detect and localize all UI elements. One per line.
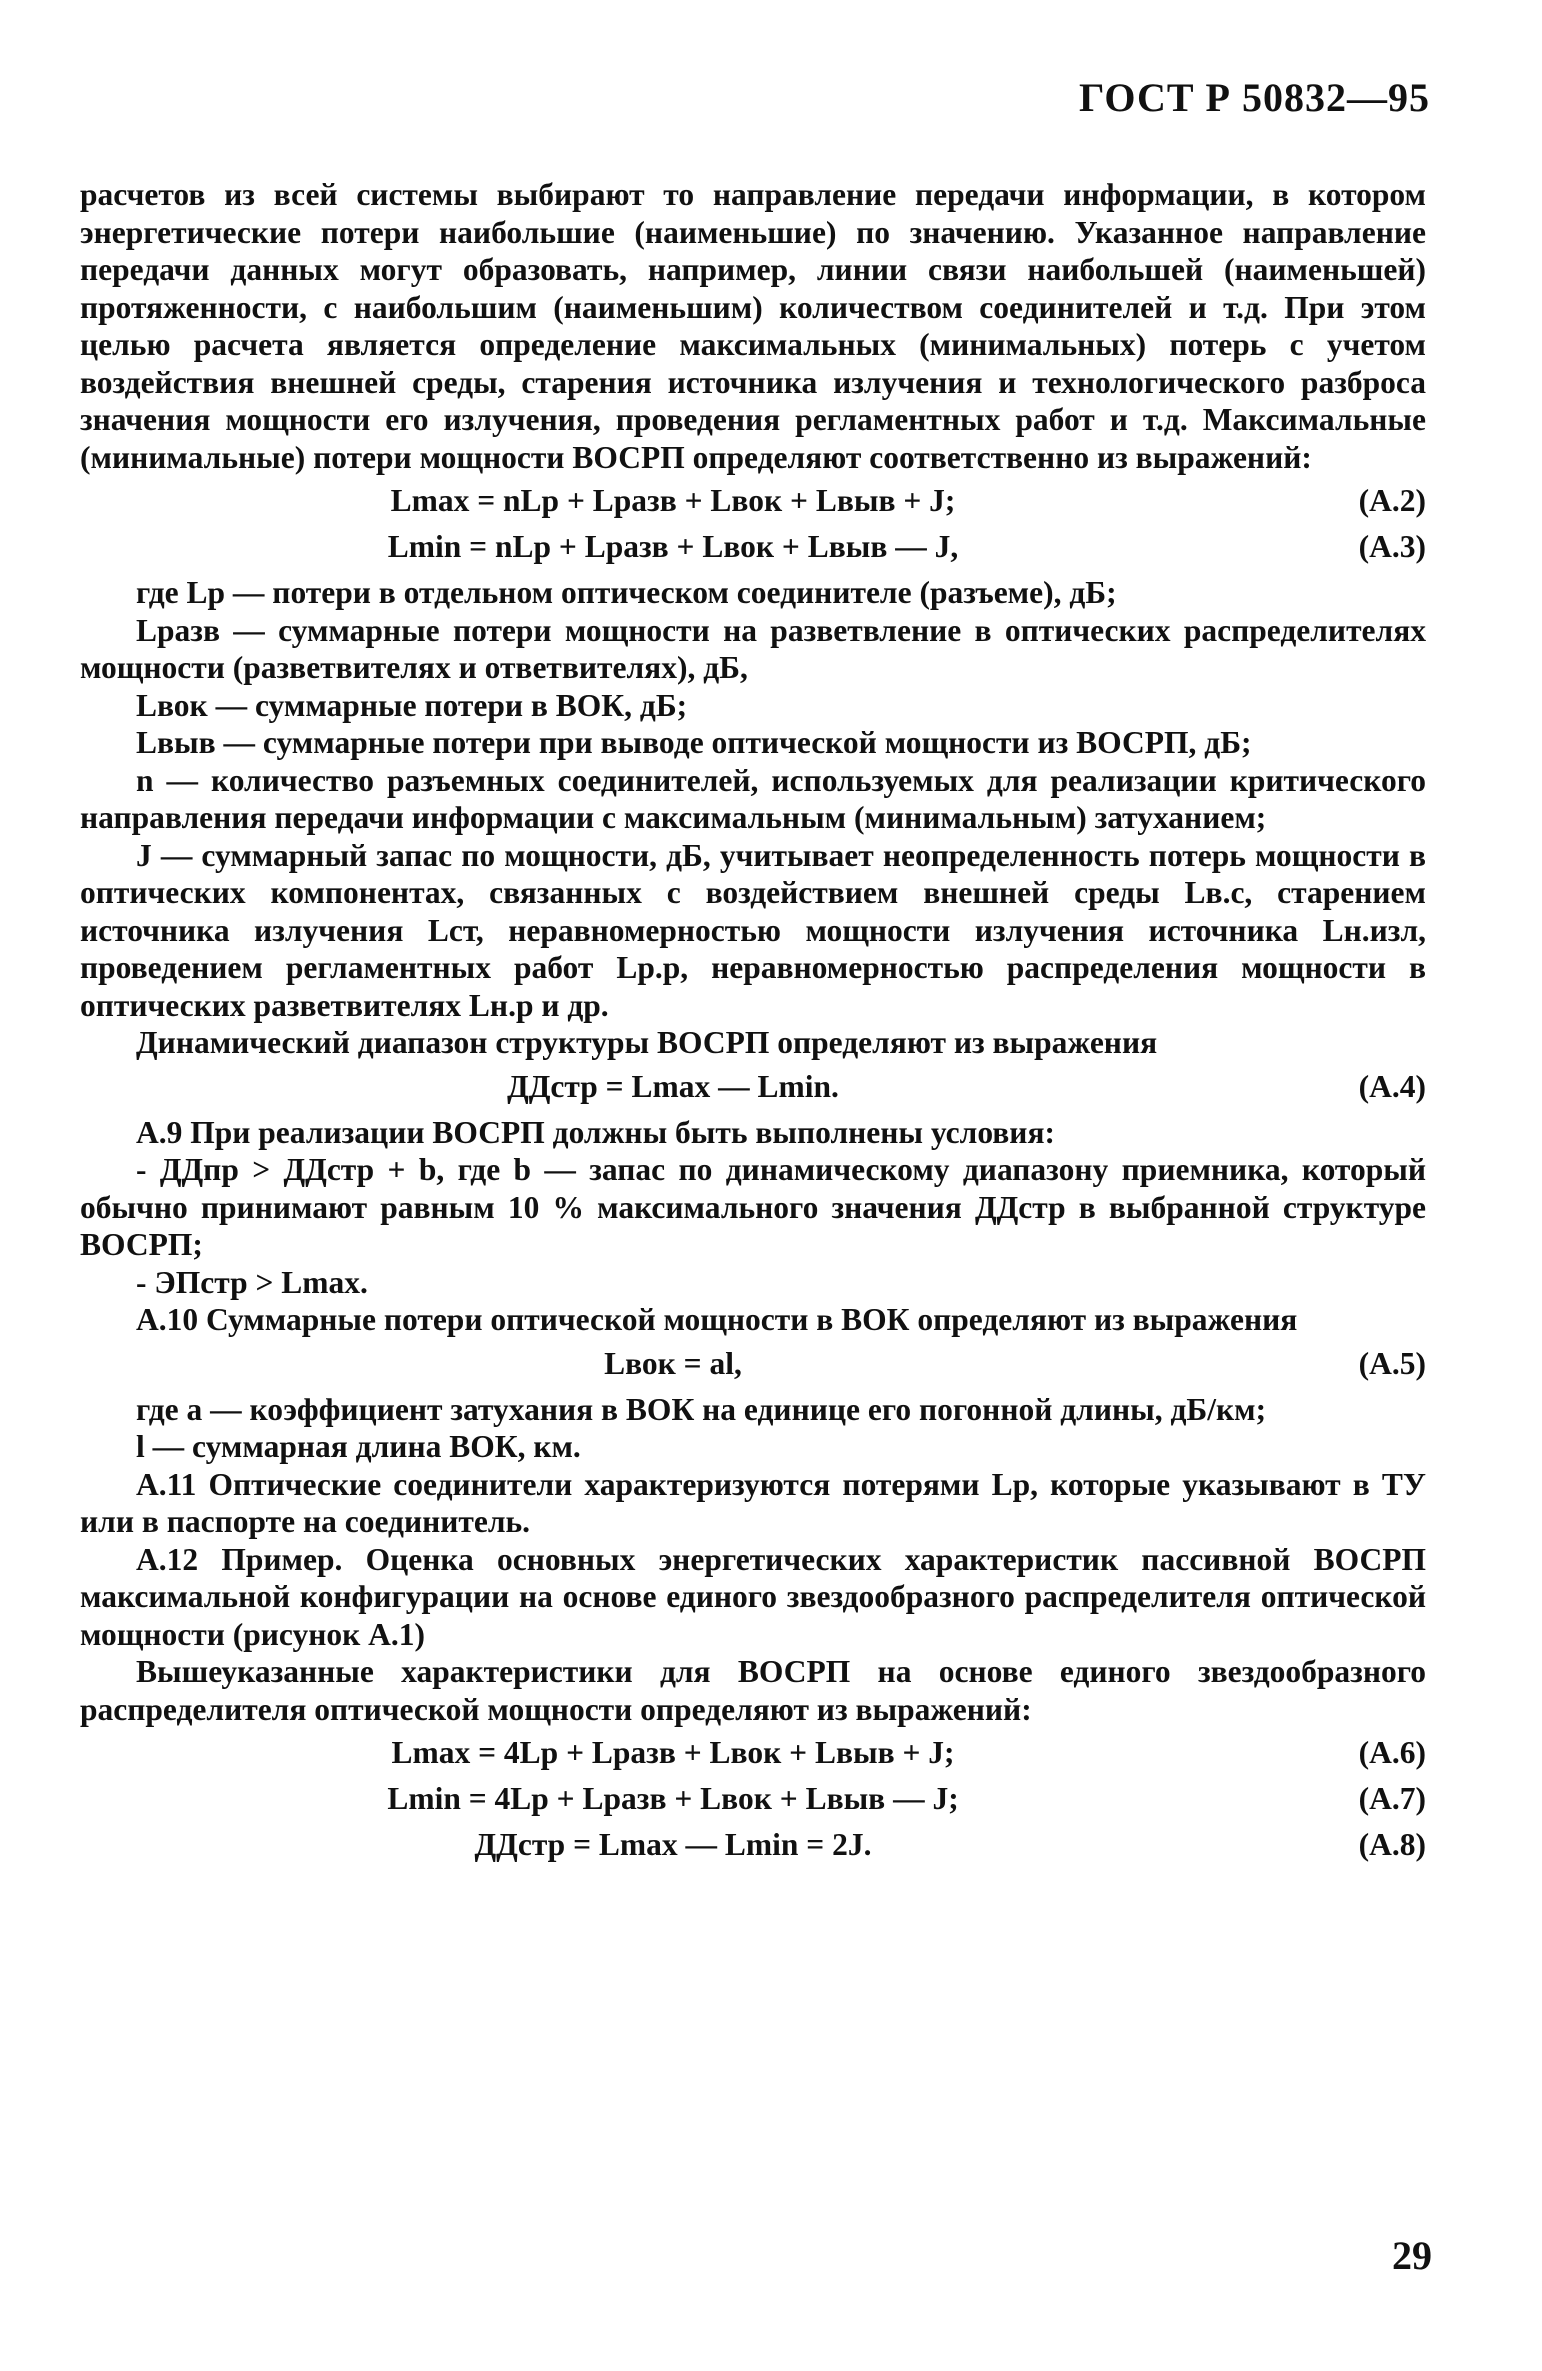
section-paragraph: А.10 Суммарные потери оптической мощности в ВОК определяют из выражения <box>136 1302 1298 1337</box>
equation-number: (А.3) <box>1358 529 1426 564</box>
equation-formula: Lmax = 4Lp + Lразв + Lвок + Lвыв + J; <box>391 1735 955 1770</box>
paragraph: расчетов из всей системы выбирают то направление передачи информации, в котором энергетические потери наибольшие (наименьшие) по значению. Указанное направление передачи данных могут образовать, например, линии связи наибольшей (наименьшей) протяженности, с наибольшим (наименьшим) количеством соединителей и т.д. При этом целью расчета является определение максимальных (минимальных) потерь с учетом воздействия внешней среды, старения источника излучения и технологического разброса значения мощности его излучения, проведения регламентных работ и т.д. Максимальные (минимальные) потери мощности ВОСРП определяют соответственно из выражений: <box>80 177 1426 475</box>
equation <box>80 1734 1426 1774</box>
equation <box>80 528 1426 568</box>
equation-formula: ДДстр = Lmax — Lmin. <box>507 1068 839 1104</box>
definition-line: Lвыв — суммарные потери при выводе оптической мощности из ВОСРП, дБ; <box>136 725 1252 760</box>
equation-number: (А.6) <box>1358 1735 1426 1770</box>
condition-item: - ДДпр > ДДстр + b, где b — запас по динамическому диапазону приемника, который обычно принимают равным 10 % максимального значения ДДстр в выбранной структуре ВОСРП; <box>80 1152 1426 1262</box>
definition-line: Lразв — суммарные потери мощности на разветвление в оптических распределителях мощности (разветвителях и ответвителях), дБ, <box>80 612 1426 685</box>
paragraph: Динамический диапазон структуры ВОСРП определяют из выражения <box>136 1025 1158 1060</box>
definition-line: n — количество разъемных соединителей, используемых для реализации критического направления передачи информации с максимальным (минимальным) затуханием; <box>80 762 1426 835</box>
equation-formula: ДДстр = Lmax — Lmin = 2J. <box>474 1827 872 1862</box>
equation-formula: Lmax = nLp + Lразв + Lвок + Lвыв + J; <box>390 483 956 518</box>
equation <box>80 1780 1426 1820</box>
paragraph: Вышеуказанные характеристики для ВОСРП на основе единого звездообразного распределителя оптической мощности определяют из выражений: <box>80 1654 1426 1727</box>
equation-formula: Lmin = nLp + Lразв + Lвок + Lвыв — J, <box>387 529 959 564</box>
document-body <box>80 176 1426 1872</box>
page-number: 29 <box>1392 2233 1432 2278</box>
document-header: ГОСТ Р 50832—95 <box>1078 75 1430 120</box>
equation <box>80 1345 1426 1385</box>
equation-number: (А.7) <box>1358 1781 1426 1816</box>
definition-line: J — суммарный запас по мощности, дБ, учитывает неопределенность потерь мощности в оптических компонентах, связанных с воздействием внешней среды Lв.с, старением источника излучения Lст, неравномерностью мощности излучения источника Lн.изл, проведением регламентных работ Lр.р, неравномерностью распределения мощности в оптических разветвителях Lн.р и др. <box>80 837 1426 1023</box>
definition-line: где a — коэффициент затухания в ВОК на единице его погонной длины, дБ/км; <box>136 1391 1267 1427</box>
definition-line: l — суммарная длина ВОК, км. <box>136 1429 581 1464</box>
section-paragraph: А.11 Оптические соединители характеризуются потерями Lp, которые указывают в ТУ или в паспорте на соединитель. <box>80 1466 1426 1539</box>
equation-number: (А.2) <box>1358 483 1426 518</box>
section-paragraph: А.9 При реализации ВОСРП должны быть выполнены условия: <box>136 1114 1055 1150</box>
equation-number: (А.4) <box>1358 1068 1426 1104</box>
definition-line: где Lp — потери в отдельном оптическом соединителе (разъеме), дБ; <box>136 575 1117 610</box>
equation-formula: Lвок = al, <box>604 1345 742 1381</box>
equation <box>80 1068 1426 1108</box>
equation-number: (А.5) <box>1358 1345 1426 1381</box>
equation <box>80 1826 1426 1866</box>
equation-number: (А.8) <box>1358 1827 1426 1862</box>
equation-formula: Lmin = 4Lp + Lразв + Lвок + Lвыв — J; <box>387 1781 959 1816</box>
condition-item: - ЭПстр > Lmax. <box>136 1264 368 1300</box>
definition-line: Lвок — суммарные потери в ВОК, дБ; <box>136 687 688 723</box>
section-paragraph: А.12 Пример. Оценка основных энергетических характеристик пассивной ВОСРП максимальной конфигурации на основе единого звездообразного распределителя оптической мощности (рисунок А.1) <box>80 1541 1426 1652</box>
equation <box>80 482 1426 522</box>
